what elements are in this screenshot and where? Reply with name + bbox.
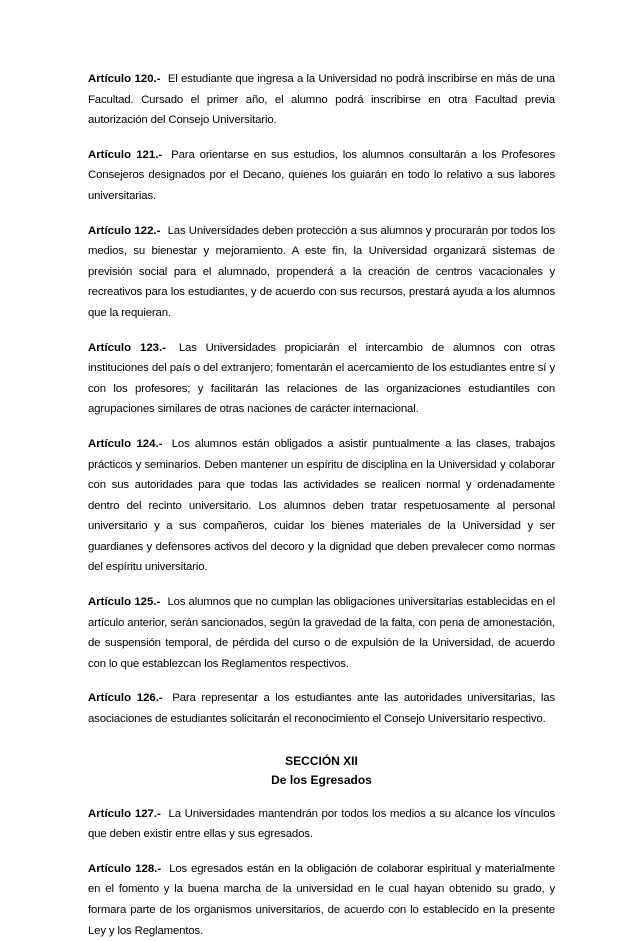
article-124 xyxy=(88,434,555,578)
section-subtitle: De los Egresados xyxy=(271,772,372,787)
article-127 xyxy=(88,804,555,845)
article-title: Artículo 122.- xyxy=(88,224,161,237)
article-text: Para orientarse en sus estudios, los alumnos consultarán a los Profesores Consejeros designados por el Decano, quienes los guiarán en todo lo relativo a sus labores universitarias. xyxy=(88,148,555,202)
article-120 xyxy=(88,69,555,131)
article-text: Los alumnos están obligados a asistir puntualmente a las clases, trabajos prácticos y seminarios. Deben mantener un espíritu de disciplina en la Universidad y colaborar con sus autoridades para que todas las actividades se realicen normal y ordenadamente dentro del recinto universitario. Los alumnos deben tratar respetuosamente al personal universitario y a sus compañeros, cuidar los bienes materiales de la Universidad y ser guardianes y defensores activos del decoro y la dignidad que deben prevalecer como normas del espíritu universitario. xyxy=(88,437,555,574)
article-126 xyxy=(88,688,555,729)
article-text: El estudiante que ingresa a la Universidad no podrá inscribirse en más de una Facultad. Cursado el primer año, el alumno podrá inscribirse en otra Facultad previa autorización del Consejo Universitario. xyxy=(88,73,555,127)
article-title: Artículo 124.- xyxy=(88,437,163,450)
article-125 xyxy=(88,592,555,674)
article-text: Las Universidades deben protección a sus alumnos y procurarán por todos los medios, su bienestar y mejoramiento. A este fin, la Universidad organizará sistemas de previsión social para el alumnado, propenderá a la creación de centros vacacionales y recreativos para los estudiantes, y de acuerdo con sus recursos, prestará ayuda a los alumnos que la requieran. xyxy=(88,224,555,319)
article-123 xyxy=(88,338,555,420)
article-text: Para representar a los estudiantes ante las autoridades universitarias, las asociaciones de estudiantes solicitarán el reconocimiento el Consejo Universitario respectivo. xyxy=(88,692,555,726)
article-title: Artículo 121.- xyxy=(88,148,163,161)
article-text: Las Universidades propiciarán el intercambio de alumnos con otras instituciones del país o del extranjero; fomentarán el acercamiento de los estudiantes entre sí y con los profesores; y facilitarán las relaciones de las organizaciones estudiantiles con agrupaciones similares de otras naciones de carácter internacional. xyxy=(88,341,555,416)
article-title: Artículo 127.- xyxy=(88,807,161,820)
article-128 xyxy=(88,859,555,941)
article-title: Artículo 128.- xyxy=(88,862,162,875)
section-title: SECCIÓN XII xyxy=(285,753,358,768)
article-text: Los egresados están en la obligación de colaborar espiritual y materialmente en el fomento y la buena marcha de la universidad en le cual hayan obtenido su grado, y formara parte de los organismos universitarios, de acuerdo con lo establecido en la presente Ley y los Reglamentos. xyxy=(88,862,555,937)
article-122 xyxy=(88,221,555,324)
article-text: La Universidades mantendrán por todos los medios a su alcance los vínculos que deben existir entre ellas y sus egresados. xyxy=(88,807,555,841)
article-title: Artículo 120.- xyxy=(88,73,161,85)
article-121 xyxy=(88,145,555,207)
article-title: Artículo 125.- xyxy=(88,596,161,609)
section-heading xyxy=(88,752,555,790)
article-title: Artículo 123.- xyxy=(88,341,166,354)
article-title: Artículo 126.- xyxy=(88,692,163,705)
article-text: Los alumnos que no cumplan las obligaciones universitarias establecidas en el artículo anterior, serán sancionados, según la gravedad de la falta, con pena de amonestación, de suspensión temporal, de pérdida del curso o de expulsión de la Universidad, de acuerdo con lo que establezcan los Reglamentos respectivos. xyxy=(88,596,555,670)
